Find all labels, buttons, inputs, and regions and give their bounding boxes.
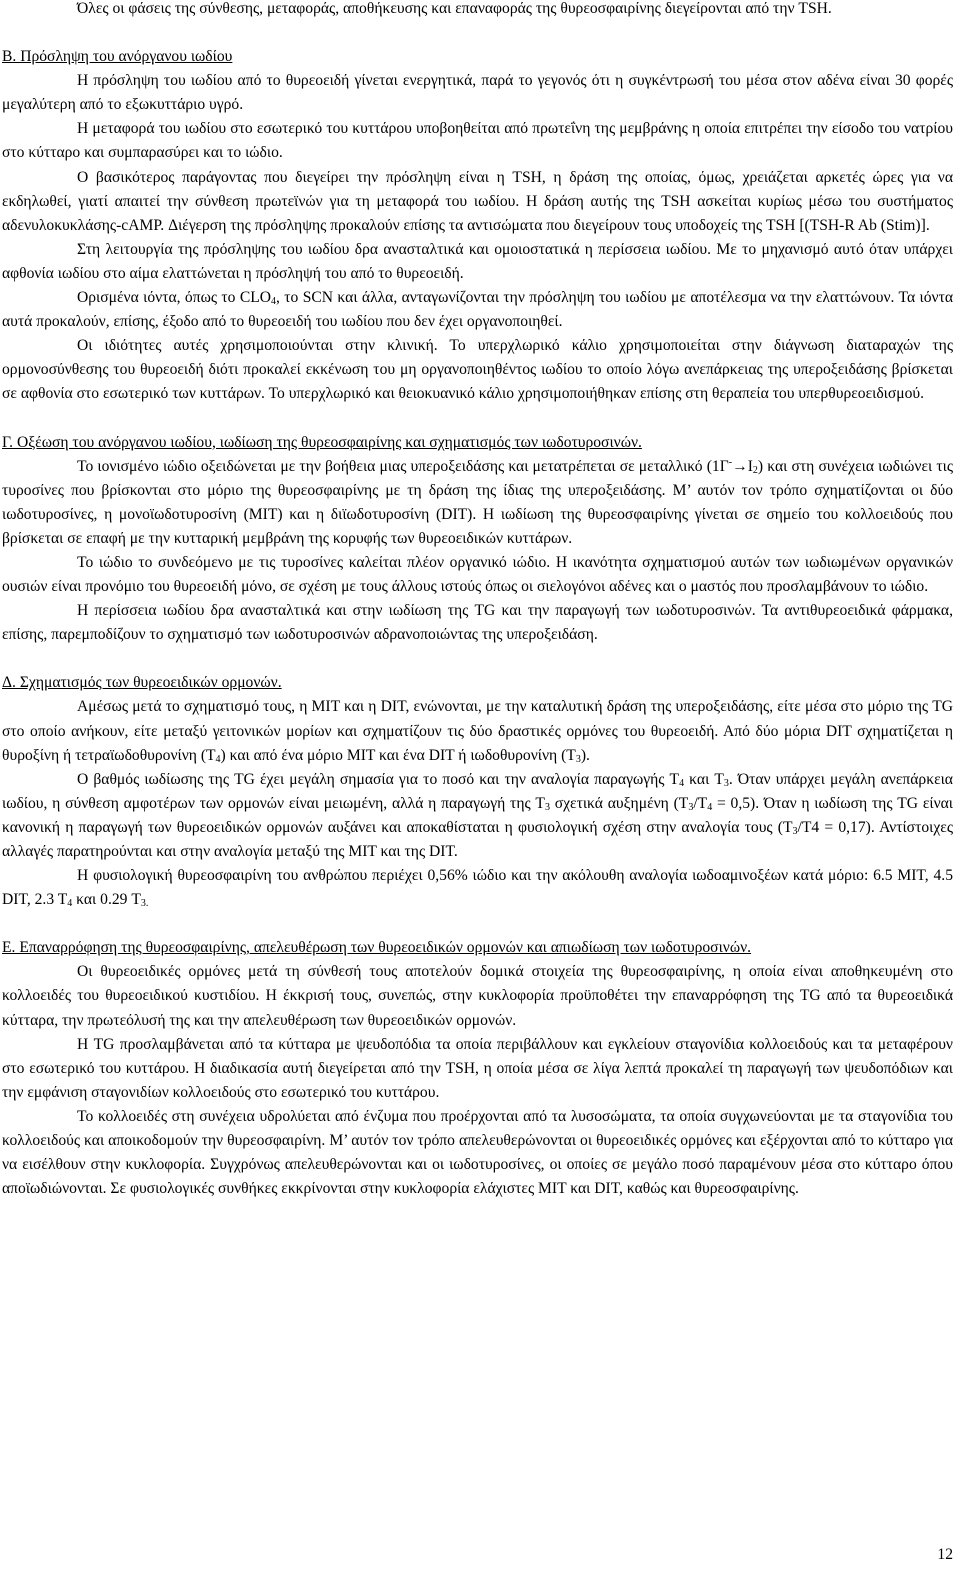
superscript: - [728, 456, 733, 468]
page-number: 12 [937, 1545, 953, 1563]
section-heading-e: Ε. Επαναρρόφηση της θυρεοσφαιρίνης, απελευθέρωση των θυρεοειδικών ορμονών και απιωδίωση των ιωδοτυροσινών. [2, 939, 752, 957]
text-run: και T [684, 770, 724, 788]
subscript: 3 [575, 753, 581, 765]
section-heading-b: Β. Πρόσληψη του ανόργανου ιωδίου [2, 48, 233, 66]
subscript: 3 [792, 825, 798, 837]
section-heading-g: Γ. Οξέωση του ανόργανου ιωδίου, ιωδίωση της θυρεοσφαιρίνης και σχηματισμός των ιωδοτυροσινών. [2, 433, 642, 451]
paragraph: Το κολλοειδές στη συνέχεια υδρολύεται από ένζυμα που προέρχονται από τα λυσοσώματα, τα οποία συγχωνεύονται με τα σταγονίδια του κολλοειδούς και αποικοδομούν την θυρεοσφαιρίνη. Μ’ αυτόν τον τρόπο απελευθερώνονται οι θυρεοειδικές ορμόνες και εξέρχονται από το κύτταρο για να εισέλθουν στην κυκλοφορία. Συγχρόνως απελευθερώνονται και οι ιωδοτυροσίνες, οι οποίες σε μεγάλο ποσό παραμένουν μέσα στο κύτταρο όπου αποϊωδιώνονται. Σε φυσιολογικές συνθήκες εκκρίνονται στην κυκλοφορία ελάχιστες MIT και DIT, καθώς και θυρεοσφαιρίνης. [2, 1107, 953, 1198]
subscript: 3 [544, 801, 550, 813]
paragraph: Η πρόσληψη του ιωδίου από το θυρεοειδή γίνεται ενεργητικά, παρά το γεγονός ότι η συγκέντρωσή του μέσα στον αδένα είναι 30 φορές μεγαλύτερη από το εξωκυττάριο υγρό. [2, 72, 953, 114]
section-heading-d: Δ. Σχηματισμός των θυρεοειδικών ορμονών. [2, 674, 282, 692]
paragraph: Η μεταφορά του ιωδίου στο εσωτερικό του κυττάρου υποβοηθείται από πρωτεΐνη της μεμβράνης η οποία επιτρέπει την είσοδο του νατρίου στο κύτταρο και συμπαρασύρει και το ιώδιο. [2, 120, 953, 162]
subscript: 4 [67, 898, 73, 910]
text-run: ) και από ένα μόριο MIT και ένα DIT ή ιωδοθυρονίνη (T [220, 746, 576, 764]
paragraph: Η TG προσλαμβάνεται από τα κύτταρα με ψευδοπόδια τα οποία περιβάλλουν και εγκλείουν σταγονίδια κολλοειδούς και τα μεταφέρουν στο εσωτερικό του κυττάρου. Η διαδικασία αυτή διεγείρεται από την TSH, η οποία μέσα σε λίγα λεπτά προκαλεί τη παραγωγή των ψευδοπόδιων και την εμφάνιση σταγονιδίων κολλοειδούς στο εσωτερικό του κυττάρου. [2, 1035, 953, 1101]
text-run: Αμέσως μετά το σχηματισμό τους, η MIT και η DIT, ενώνονται, με την καταλυτική δράση της υπεροξειδάσης, είτε μέσα στο μόριο της TG στο οποίο ανήκουν, είτε μεταξύ γειτονικών μορίων και σχηματίζουν τις δύο δραστικές ορμόνες του θυρεοειδή. Από δύο μόρια DIT σχηματίζεται η θυροξίνη ή τετραϊωδοθυρονίνη (T [2, 698, 953, 764]
paragraph [2, 864, 953, 912]
paragraph [2, 768, 953, 864]
paragraph: Στη λειτουργία της πρόσληψης του ιωδίου δρα ανασταλτικά και ομοιοστατικά η περίσσεια ιωδίου. Με το μηχανισμό αυτό όταν υπάρχει αφθονία ιωδίου στο αίμα ελαττώνεται η πρόσληψή του από το θυρεοειδή. [2, 240, 953, 282]
subscript: 4 [215, 753, 221, 765]
text-run: , το SCN και άλλα, ανταγωνίζονται την πρόσληψη του ιωδίου με αποτέλεσμα να την ελαττώνουν. Τα ιόντα αυτά προκαλούν, επίσης, έξοδο από το θυρεοειδή του ιωδίου που δεν έχει οργανοποιηθεί. [2, 289, 954, 331]
paragraph: Οι θυρεοειδικές ορμόνες μετά τη σύνθεσή τους αποτελούν δομικά στοιχεία της θυρεοσφαιρίνης, η οποία είναι αποθηκευμένη στο κολλοειδές του θυρεοειδικού κυστιδίου. Η έκκρισή τους, συνεπώς, στην κυκλοφορία προϋποθέτει την επαναρρόφηση της TG από τα θυρεοειδικά κύτταρα, την πρωτεόλυσή της και την απελευθέρωση των θυρεοειδικών ορμονών. [2, 963, 953, 1029]
subscript: 4 [679, 777, 685, 789]
paragraph: Όλες οι φάσεις της σύνθεσης, μεταφοράς, αποθήκευσης και επαναφοράς της θυρεοσφαιρίνης διεγείρονται από την TSH. [77, 0, 832, 17]
paragraph: Οι ιδιότητες αυτές χρησιμοποιούνται στην κλινική. Το υπερχλωρικό κάλιο χρησιμοποιείται στην διάγνωση διαταραχών της ορμονοσύνθεσης του θυρεοειδή διότι προκαλεί εκκένωση του μη οργανοποιηθέντος ιωδίου το οποίο λόγω ανεπάρκειας της υπεροξειδάσης βρίσκεται σε αφθονία στο εσωτερικό των κυττάρων. Το υπερχλωρικό και θειοκυανικό κάλιο χρησιμοποιήθηκαν επίσης στη θεραπεία του υπερθυρεοειδισμού. [2, 337, 953, 403]
paragraph [2, 286, 953, 334]
text-run: Ο βαθμός ιωδίωσης της TG έχει μεγάλη σημασία για το ποσό και την αναλογία παραγωγής T [77, 770, 680, 788]
text-run: . Όταν υπάρχει μεγάλη ανεπάρκεια ιωδίου, η σύνθεση αμφοτέρων των ορμονών είναι μειωμένη, αλλά η παραγωγή της T [2, 770, 953, 812]
paragraph: Ο βασικότερος παράγοντας που διεγείρει την πρόσληψη είναι η TSH, η δράση της οποίας, όμως, χρειάζεται αρκετές ώρες για να εκδηλωθεί, γιατί απαιτεί την σύνθεση πρωτεϊνών για τη μεταφορά του ιωδίου. Η δράση αυτής της TSH ασκείται κυρίως μέσω του συστήματος αδενυλοκυκλάσης-cAMP. Διέγερση της πρόσληψης προκαλούν επίσης τα αντισώματα που διεγείρουν τους υποδοχείς της TSH [(TSH-R Ab (Stim)]. [2, 168, 953, 234]
subscript: 4 [707, 801, 713, 813]
arrow-symbol: → [732, 457, 748, 475]
text-run: ) και στη συνέχεια ιωδιώνει τις τυροσίνες που βρίσκονται στο μόριο της θυρεοσφαιρίνης με τη δράση της ίδιας της υπεροξειδάσης. Μ’ αυτόν τον τρόπο σχηματίζονται οι δύο ιωδοτυροσίνες, η μονοϊωδοτυροσίνη (MIT) και η διϊωδοτυροσίνη (DIT). Η ιωδίωση της θυρεοσφαιρίνης γίνεται σε σημείο του κολλοειδούς που βρίσκεται σε επαφή με την κυτταρική μεμβράνη της κορυφής των θυρεοειδικών κυττάρων. [2, 457, 953, 547]
text-run: /T [693, 794, 708, 812]
text-run: ). [580, 746, 590, 764]
subscript: 3. [140, 898, 149, 910]
text-run: = 0,5). Όταν η ιωδίωση της TG είναι κανονική η παραγωγή των θυρεοειδικών ορμονών αυξάνει και αποκαθίσταται η φυσιολογική σχέση στην αναλογία τους (T [2, 794, 953, 836]
text-run: Το ιονισμένο ιώδιο οξειδώνεται με την βοήθεια μιας υπεροξειδάσης και μετατρέπεται σε μεταλλικό (1Γ [77, 457, 729, 475]
text-run: Η φυσιολογική θυρεοσφαιρίνη του ανθρώπου περιέχει 0,56% ιώδιο και την ακόλουθη αναλογία ιωδοαμινοξέων κατά μόριο: 6.5 MIT, 4.5 DIT, 2.3 T [2, 867, 953, 909]
subscript: 2 [752, 464, 758, 476]
subscript: 4 [271, 296, 277, 308]
document-body [2, 0, 953, 1201]
paragraph: Το ιώδιο το συνδεόμενο με τις τυροσίνες καλείται πλέον οργανικό ιώδιο. Η ικανότητα σχηματισμού αυτών των ιωδιωμένων οργανικών ουσιών είναι προνόμιο του θυρεοειδή μόνο, σε σχέση με τους άλλους ιστούς όπως οι σιελογόνοι αδένες και ο μαστός που προσλαμβάνουν το ιώδιο. [2, 553, 953, 596]
text-run: και 0.29 T [72, 891, 141, 909]
text-run: Ορισμένα ιόντα, όπως το CLO [77, 289, 272, 307]
text-run: σχετικά αυξημένη (T [549, 794, 689, 812]
text-run: /T4 = 0,17). Αντίστοιχες αλλαγές παρατηρούνται και στην αναλογία μεταξύ της MIT και της DIT. [2, 818, 953, 860]
text-run: I [747, 457, 753, 475]
subscript: 3 [688, 801, 694, 813]
paragraph [2, 455, 953, 551]
subscript: 3 [723, 777, 729, 789]
paragraph [2, 695, 953, 767]
paragraph: Η περίσσεια ιωδίου δρα ανασταλτικά και στην ιωδίωση της TG και την παραγωγή των ιωδοτυροσινών. Τα αντιθυρεοειδικά φάρμακα, επίσης, παρεμποδίζουν το σχηματισμό των ιωδοτυροσινών αδρανοποιώντας της υπεροξειδάση. [2, 602, 953, 644]
